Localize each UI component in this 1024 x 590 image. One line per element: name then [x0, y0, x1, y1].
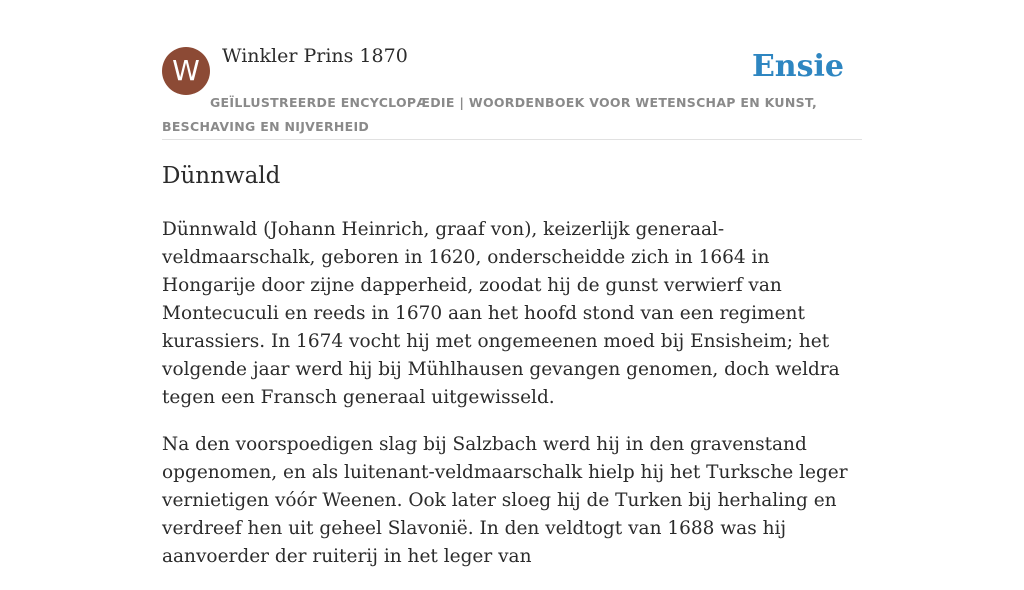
source-title-link[interactable]: Winkler Prins 1870 [222, 45, 408, 67]
article-title: Dünnwald [162, 163, 281, 189]
ensie-logo[interactable]: Ensie [751, 49, 844, 84]
source-subtitle: GEÏLLUSTREERDE ENCYCLOPÆDIE | WOORDENBOEK VOOR WETENSCHAP EN KUNST, BESCHAVING EN NIJVERHEID [162, 95, 818, 134]
article-paragraph: Na den voorspoedigen slag bij Salzbach werd hij in den gravenstand opgenomen, en als luitenant-veldmaarschalk hielp hij het Turksche leger vernietigen vóór Weenen. Ook later sloeg hij de Turken bij herhaling en verdreef hen uit geheel Slavonië. In den veldtogt van 1688 was hij aanvoerder der ruiterij in het leger van [162, 434, 848, 567]
article-paragraph: Dünnwald (Johann Heinrich, graaf von), keizerlijk generaal-veldmaarschalk, geboren in 1620, onderscheidde zich in 1664 in Hongarije door zijne dapperheid, zoodat hij de gunst verwierf van Montecuculi en reeds in 1670 aan het hoofd stond van een regiment kurassiers. In 1674 vocht hij met ongemeenen moed bij Ensisheim; het volgende jaar werd hij bij Mühlhausen gevangen genomen, doch weldra tegen een Fransch generaal uitgewisseld. [162, 219, 840, 408]
page [162, 0, 862, 567]
article-body [162, 216, 868, 590]
source-avatar[interactable]: W [162, 47, 210, 95]
source-header [162, 0, 862, 140]
